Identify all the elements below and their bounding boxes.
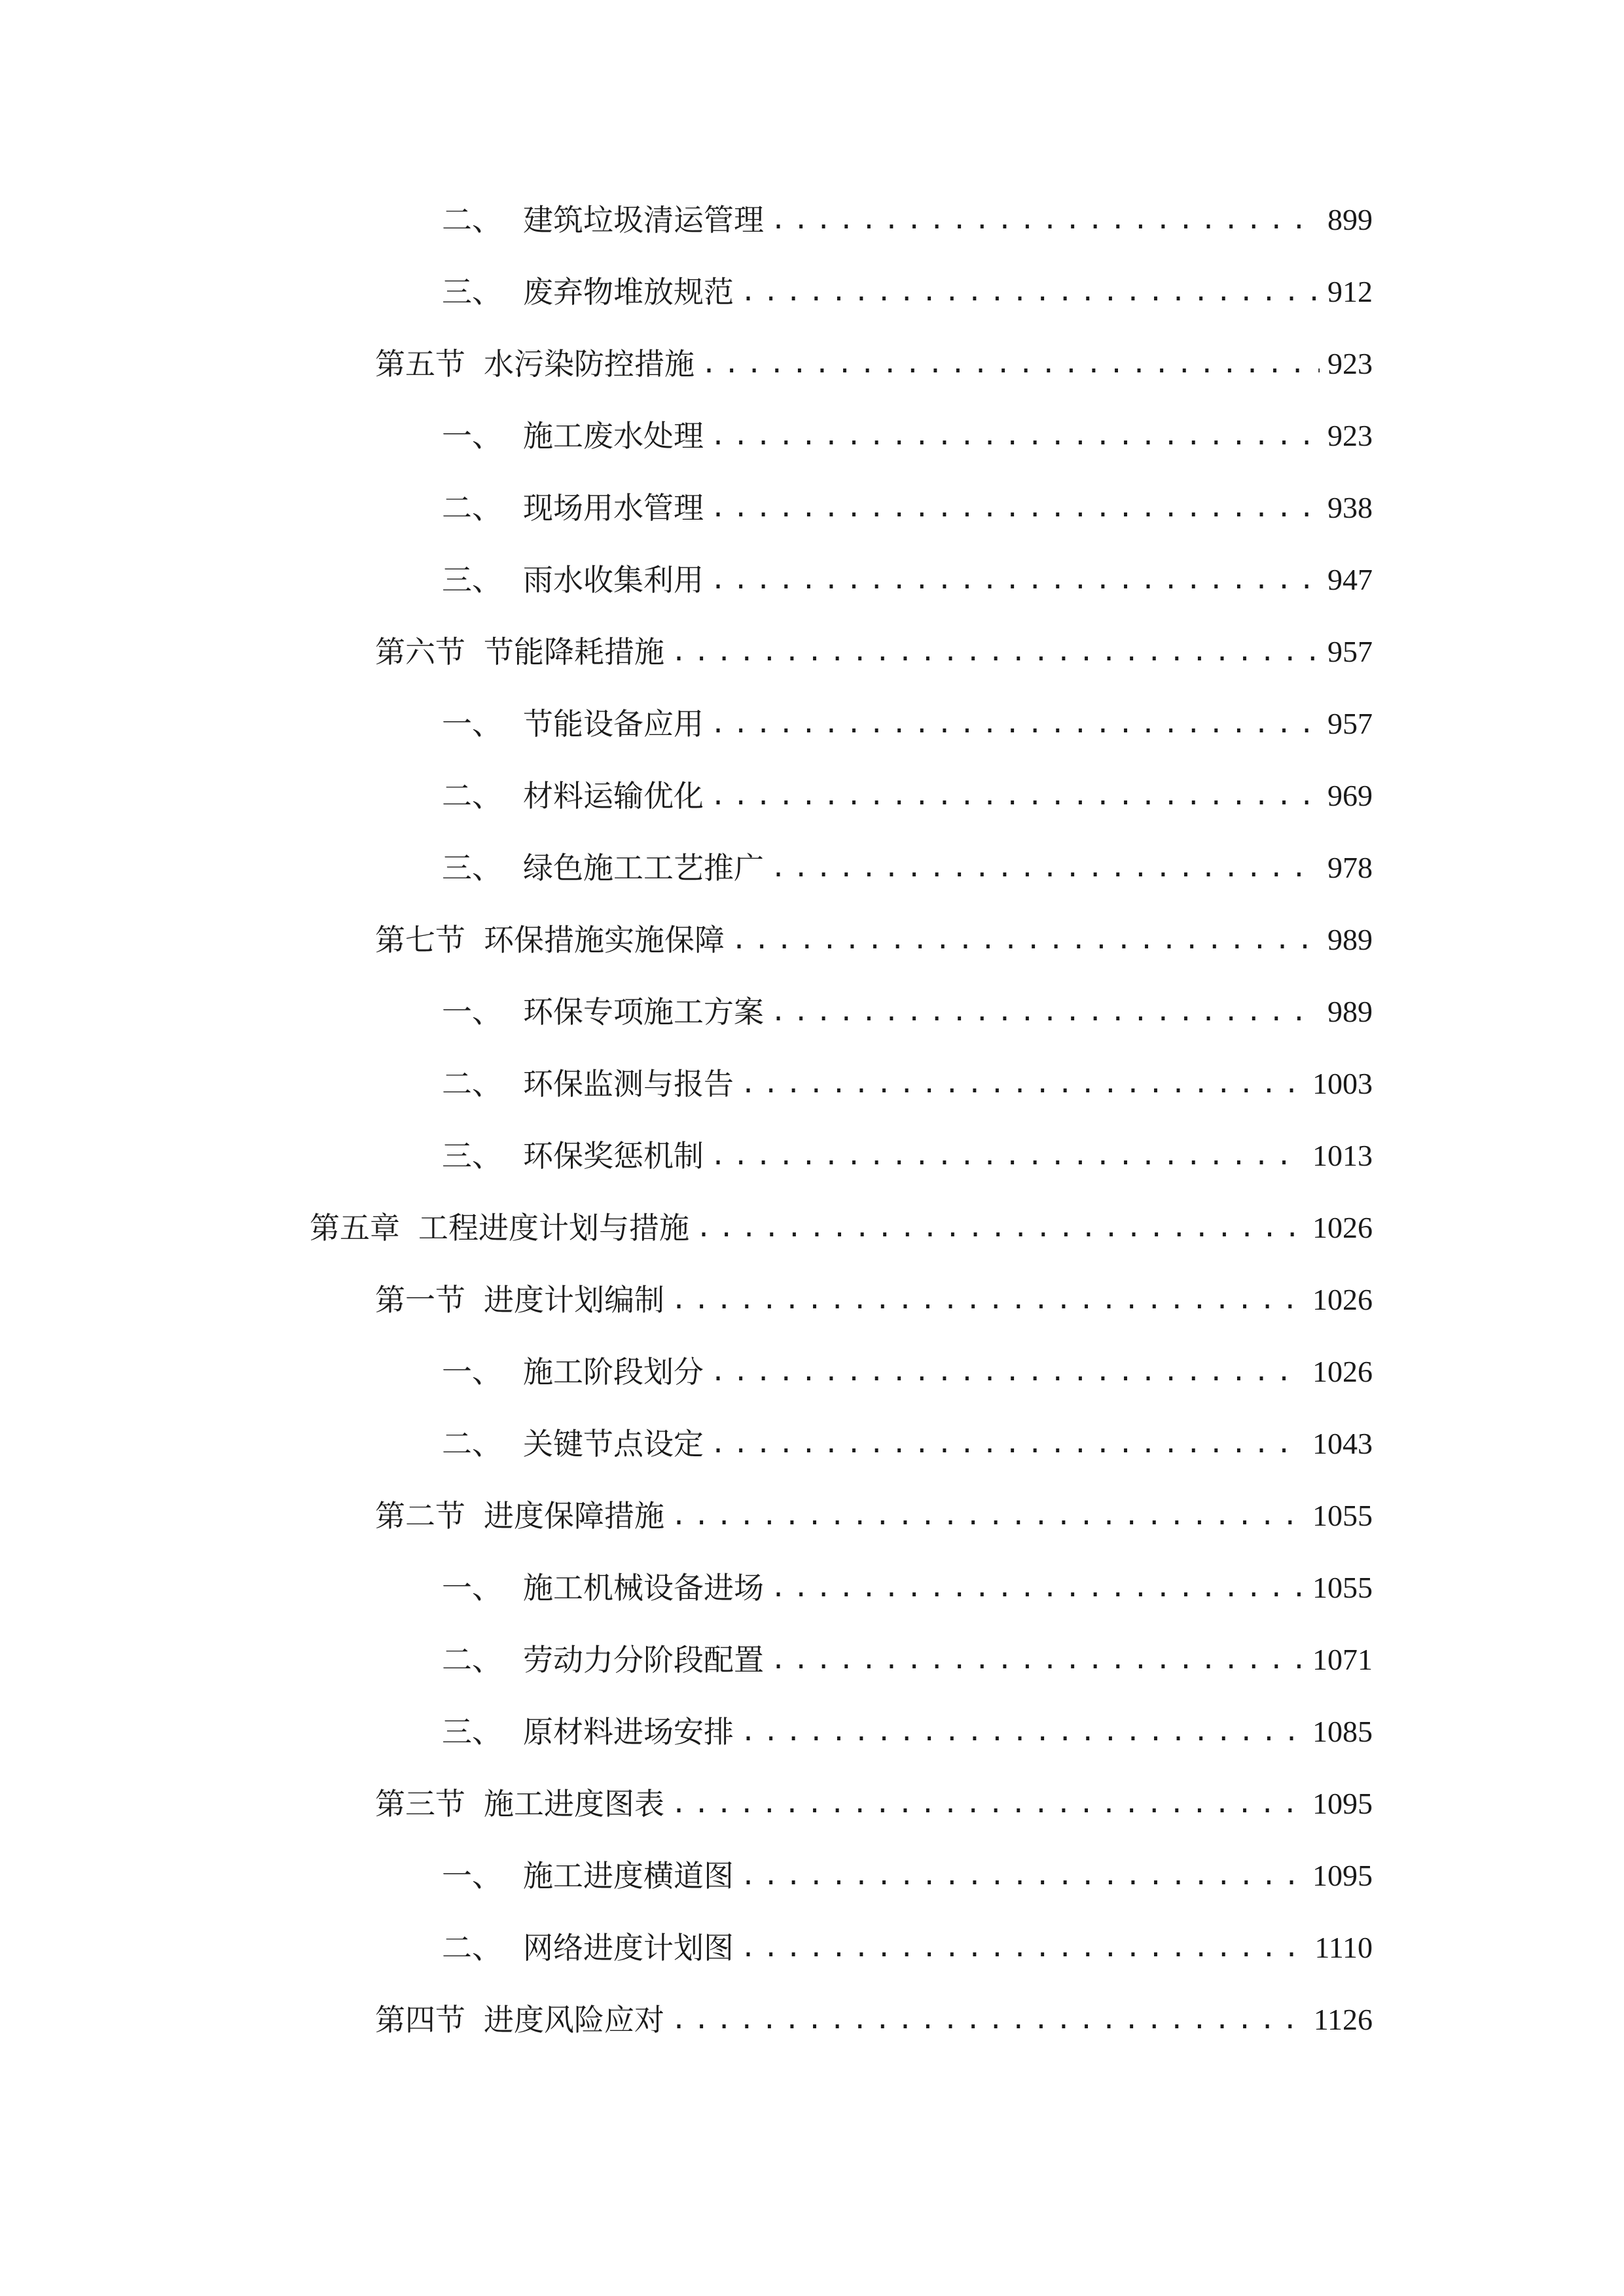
toc-entry-page: 1126 xyxy=(1313,2003,1373,2036)
toc-entry-page: 899 xyxy=(1327,203,1373,236)
toc-entry[interactable] xyxy=(442,1346,1373,1398)
toc-entry-page: 1095 xyxy=(1312,1787,1373,1820)
toc-entry[interactable] xyxy=(442,770,1373,822)
toc-entry-title: 施工机械设备进场 xyxy=(523,1570,764,1605)
toc-entry[interactable] xyxy=(375,626,1373,678)
toc-entry[interactable] xyxy=(442,698,1373,750)
toc-entry[interactable] xyxy=(442,266,1373,318)
toc-entry[interactable] xyxy=(442,1922,1373,1974)
toc-entry[interactable] xyxy=(442,482,1373,534)
dot-leader xyxy=(710,770,1320,822)
dot-leader xyxy=(770,194,1320,246)
toc-entry[interactable] xyxy=(442,986,1373,1038)
toc-entry[interactable] xyxy=(442,1418,1373,1470)
toc-entry[interactable] xyxy=(375,1274,1373,1326)
toc-entry[interactable] xyxy=(442,1058,1373,1110)
toc-entry[interactable] xyxy=(375,1778,1373,1830)
toc-entry-page: 923 xyxy=(1327,419,1373,452)
toc-entry-number: 一、 xyxy=(442,994,502,1030)
toc-entry-page: 989 xyxy=(1327,995,1373,1028)
toc-entry-number: 三、 xyxy=(442,562,502,598)
toc-entry-title: 进度保障措施 xyxy=(484,1498,664,1534)
dot-leader xyxy=(696,1202,1305,1254)
dot-leader xyxy=(671,1778,1305,1830)
toc-entry-title: 废弃物堆放规范 xyxy=(523,274,734,310)
dot-leader xyxy=(740,1706,1305,1758)
toc-entry-number: 第四节 xyxy=(375,2002,465,2037)
toc-entry-title: 环保奖惩机制 xyxy=(523,1138,704,1174)
toc-entry-number: 第二节 xyxy=(375,1498,465,1534)
toc-entry-number: 一、 xyxy=(442,1354,502,1390)
toc-entry-page: 1071 xyxy=(1312,1643,1373,1676)
toc-entry-page: 1055 xyxy=(1312,1571,1373,1604)
toc-entry-title: 环保监测与报告 xyxy=(523,1066,734,1102)
dot-leader xyxy=(671,1274,1305,1326)
toc-entry-number: 第七节 xyxy=(375,922,465,958)
toc-entry[interactable] xyxy=(310,1202,1373,1254)
toc-entry[interactable] xyxy=(375,1994,1373,2046)
toc-entry-number: 二、 xyxy=(442,1930,502,1965)
toc-entry-title: 水污染防控措施 xyxy=(484,346,695,382)
toc-entry-number: 第六节 xyxy=(375,634,465,670)
toc-entry[interactable] xyxy=(375,914,1373,966)
dot-leader xyxy=(710,1346,1305,1398)
toc-entry-title: 施工进度横道图 xyxy=(523,1858,734,1893)
dot-leader xyxy=(671,1994,1306,2046)
toc-entry-title: 环保措施实施保障 xyxy=(484,922,725,958)
toc-entry[interactable] xyxy=(442,1130,1373,1182)
dot-leader xyxy=(740,1058,1305,1110)
dot-leader xyxy=(710,482,1320,534)
toc-entry-title: 环保专项施工方案 xyxy=(523,994,764,1030)
dot-leader xyxy=(671,626,1320,678)
toc-entry-number: 第五章 xyxy=(310,1210,400,1246)
toc-entry-page: 957 xyxy=(1327,635,1373,668)
toc-entry-number: 第五节 xyxy=(375,346,465,382)
toc-entry-number: 二、 xyxy=(442,490,502,526)
toc-entry-page: 1043 xyxy=(1312,1427,1373,1460)
toc-entry-number: 二、 xyxy=(442,202,502,238)
toc-entry-page: 912 xyxy=(1327,275,1373,308)
dot-leader xyxy=(731,914,1320,966)
toc-entry-number: 第一节 xyxy=(375,1282,465,1318)
toc-entry[interactable] xyxy=(442,1634,1373,1686)
toc-entry-page: 947 xyxy=(1327,563,1373,596)
toc-entry-title: 网络进度计划图 xyxy=(523,1930,734,1965)
toc-entry-number: 二、 xyxy=(442,1426,502,1462)
dot-leader xyxy=(710,1418,1305,1470)
dot-leader xyxy=(710,410,1320,462)
toc-entry-number: 二、 xyxy=(442,1642,502,1677)
toc-entry-number: 三、 xyxy=(442,274,502,310)
toc-entry-page: 1110 xyxy=(1314,1931,1373,1964)
toc-entry-page: 1055 xyxy=(1312,1499,1373,1532)
toc-entry[interactable] xyxy=(375,1490,1373,1542)
toc-entry-number: 二、 xyxy=(442,1066,502,1102)
toc-entry-page: 1085 xyxy=(1312,1715,1373,1748)
toc-entry-title: 工程进度计划与措施 xyxy=(418,1210,689,1246)
dot-leader xyxy=(710,698,1320,750)
toc-entry-page: 1026 xyxy=(1312,1211,1373,1244)
toc-entry-page: 923 xyxy=(1327,347,1373,380)
toc-entry-number: 一、 xyxy=(442,1570,502,1605)
toc-entry-page: 1026 xyxy=(1312,1355,1373,1388)
toc-entry-title: 进度风险应对 xyxy=(484,2002,664,2037)
toc-entry-title: 施工废水处理 xyxy=(523,418,704,454)
toc-entry-title: 绿色施工工艺推广 xyxy=(523,850,764,886)
dot-leader xyxy=(710,1130,1305,1182)
toc-entry-number: 三、 xyxy=(442,1714,502,1749)
dot-leader xyxy=(701,338,1320,390)
toc-entry-page: 1003 xyxy=(1312,1067,1373,1100)
toc-entry-title: 原材料进场安排 xyxy=(523,1714,734,1749)
toc-entry[interactable] xyxy=(442,554,1373,606)
toc-entry-number: 第三节 xyxy=(375,1786,465,1821)
toc-entry-number: 二、 xyxy=(442,778,502,814)
toc-entry[interactable] xyxy=(375,338,1373,390)
toc-entry[interactable] xyxy=(442,842,1373,894)
toc-entry[interactable] xyxy=(442,1562,1373,1614)
dot-leader xyxy=(740,1850,1305,1902)
dot-leader xyxy=(770,1562,1305,1614)
toc-entry-title: 施工阶段划分 xyxy=(523,1354,704,1390)
toc-entry-page: 978 xyxy=(1327,851,1373,884)
toc-entry-title: 劳动力分阶段配置 xyxy=(523,1642,764,1677)
toc-entry-page: 969 xyxy=(1327,779,1373,812)
toc-entry-number: 一、 xyxy=(442,706,502,742)
toc-entry-page: 938 xyxy=(1327,491,1373,524)
toc-entry-title: 进度计划编制 xyxy=(484,1282,664,1318)
dot-leader xyxy=(770,842,1320,894)
dot-leader xyxy=(671,1490,1305,1542)
dot-leader xyxy=(740,1922,1307,1974)
dot-leader xyxy=(740,266,1320,318)
toc-entry-title: 节能设备应用 xyxy=(523,706,704,742)
toc-entry[interactable] xyxy=(442,194,1373,246)
toc-entry-page: 1026 xyxy=(1312,1283,1373,1316)
toc-entry-title: 材料运输优化 xyxy=(523,778,704,814)
toc-entry-page: 1095 xyxy=(1312,1859,1373,1892)
toc-entry-page: 989 xyxy=(1327,923,1373,956)
toc-entry-page: 957 xyxy=(1327,707,1373,740)
toc-entry-title: 雨水收集利用 xyxy=(523,562,704,598)
toc-entry-page: 1013 xyxy=(1312,1139,1373,1172)
toc-entry[interactable] xyxy=(442,1850,1373,1902)
toc-entry-title: 节能降耗措施 xyxy=(484,634,664,670)
toc-entry-number: 一、 xyxy=(442,418,502,454)
toc-entry-title: 关键节点设定 xyxy=(523,1426,704,1462)
dot-leader xyxy=(710,554,1320,606)
dot-leader xyxy=(770,1634,1305,1686)
toc-entry[interactable] xyxy=(442,1706,1373,1758)
toc-entry-number: 一、 xyxy=(442,1858,502,1893)
dot-leader xyxy=(770,986,1320,1038)
toc-entry-title: 施工进度图表 xyxy=(484,1786,664,1821)
toc-entry-number: 三、 xyxy=(442,850,502,886)
toc-entry[interactable] xyxy=(442,410,1373,462)
toc-entry-number: 三、 xyxy=(442,1138,502,1174)
toc-entry-title: 建筑垃圾清运管理 xyxy=(523,202,764,238)
toc-entry-title: 现场用水管理 xyxy=(523,490,704,526)
